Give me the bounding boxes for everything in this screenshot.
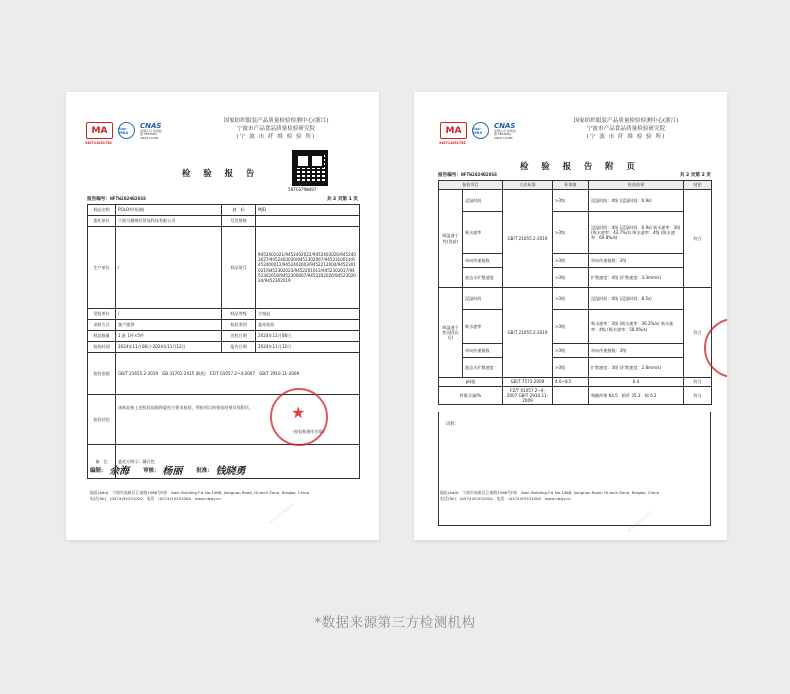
sample-name: POLO衫(短袖) (116, 205, 222, 216)
report-title: 检 验 报 告 附 页 (520, 161, 640, 171)
label-cell: 样品等级 (222, 309, 256, 320)
result-cell: 浸湿时间：4级 (浸湿时间：8.5s) (589, 288, 684, 310)
method-cell: GB/T 7573-2009 (503, 378, 553, 387)
table-row (439, 254, 712, 268)
column-header: 结论 (684, 181, 712, 190)
signature-reviewed: 杨丽 (162, 466, 183, 477)
table-row (439, 212, 712, 254)
sampling-method: 客户提供 (116, 320, 222, 331)
seal-star-icon: ★ (291, 403, 306, 422)
std-cell (553, 387, 589, 405)
accreditation-logos (439, 122, 516, 146)
item-cell: 纤维含量/% (439, 387, 503, 405)
table-row (439, 344, 712, 358)
label-cell: 采样方式 (88, 320, 116, 331)
item-cell: 浸湿时间 (463, 288, 503, 310)
table-row (439, 378, 712, 387)
label-cell: 样品货号 (222, 227, 256, 309)
organization-name: 国家纺织服装产品质量检验检测中心(浙江) 宁波市产品食品质量检验研究院 (宁 波 市 纤 维 检 验 所) (573, 118, 679, 140)
signature-compiled: 余海 (109, 466, 130, 477)
seal-caption: （检验检测专用章） (290, 428, 327, 434)
result-cell: 浸湿时间：4级 (浸湿时间：6.9s) 吸水速率：3级 (吸水速率：43.7%/s) 吸水速率：4级 (吸水速率：60.8%/s) (589, 212, 684, 254)
signature-approved: 钱晓勇 (215, 466, 246, 477)
item-cell: pH值 (439, 378, 503, 387)
sample-qty: 1 批 1件×5件 (116, 331, 222, 342)
report-header-line: 报告编号：NFTW2024B2658 共 2 页第 1 页 (87, 197, 358, 202)
label-cell: 送样日期 (222, 331, 256, 342)
arrival-date: 2024年11月08日 (256, 331, 360, 342)
approved-label: 批准： (196, 467, 213, 474)
std-cell: >3级 (553, 268, 589, 288)
label-cell: 商 标 (222, 205, 256, 216)
result-cell: 单向传递指数：3级 (589, 254, 684, 268)
remark: 委托方明示：藕合色 (116, 445, 360, 479)
model (256, 216, 360, 227)
sample-grade: 合格品 (256, 309, 360, 320)
item-cell: 单向传递指数 (463, 344, 503, 358)
ma-logo: MA 240711051758 (86, 122, 113, 139)
result-cell: 扩散速度：4级 (扩散速度：3.3mm/s) (589, 268, 684, 288)
conclusion-text: 该样品按上述检验依据和委托方要求检验，所检项目的检验结果详见附页。 (118, 405, 254, 411)
column-header: 标准值 (553, 181, 589, 190)
label-cell: 备 注 (88, 445, 116, 479)
watermark: NFTW2024B2658 (268, 502, 295, 526)
group-name: 吸湿速干性(洗5次后) (439, 288, 463, 378)
cnas-logo: CNAS 中国认可 检验检测 TESTING CNAS L0389 (494, 122, 516, 140)
std-cell: >3级 (553, 344, 589, 358)
compiled-label: 编制： (90, 467, 107, 474)
label-cell: 检验结论 (88, 395, 116, 445)
result-cell: 单向传递指数：3级 (589, 344, 684, 358)
source-caption: *数据来源第三方检测机构 (314, 615, 476, 631)
item-cell: 液态水扩散速度 (463, 268, 503, 288)
table-row (439, 268, 712, 288)
table-row (439, 310, 712, 344)
table-row (439, 190, 712, 212)
issue-date: 2024年11月12日 (256, 342, 360, 353)
reviewed-label: 审核： (143, 467, 160, 474)
result-cell: 6.4 (589, 378, 684, 387)
ma-logo: MA 240711051758 (440, 122, 467, 139)
cnas-logo: CNAS 中国认可 检验检测 TESTING CNAS L0389 (140, 122, 162, 140)
conclusion-cell: 符合 (684, 387, 712, 405)
label-cell: 受检单位 (88, 309, 116, 320)
std-cell: 4.0~8.5 (553, 378, 589, 387)
std-cell: >3级 (553, 212, 589, 254)
label-cell: 报告日期 (222, 342, 256, 353)
qr-code-text: 587C679W497 (288, 188, 317, 193)
item-cell: 浸湿时间 (463, 190, 503, 212)
result-cell: 聚酯纤维 64.5 粘纤 35.3 棉 0.2 (589, 387, 684, 405)
table-row (439, 288, 712, 310)
inspection-period: 2024年11月08日-2024年11月12日 (116, 342, 222, 353)
std-cell: >3级 (553, 310, 589, 344)
table-row (439, 387, 712, 405)
producer: / (116, 227, 222, 309)
qr-code (292, 150, 328, 186)
sample-numbers: 9452401021/9452402022/9452403026/9452403027/9452403030/9452302007/9452310014/9452400012/9452402003/9452212004/9452301021/9452302023/9452201013/9452302017/9452302018/9452300007/9452302026/9452302034/9452302019 (256, 227, 360, 309)
report-title: 检 验 报 告 (182, 168, 260, 178)
item-cell: 吸水速率 (463, 310, 503, 344)
result-cell: 吸水速率：3级 (吸水速率：36.2%/s) 吸水速率：4级 (吸水速率：58.0%/s) (589, 310, 684, 344)
conclusion-cell: 符合 (684, 288, 712, 378)
std-cell: >3级 (553, 288, 589, 310)
table-row (439, 358, 712, 378)
method-cell: FZ/T 01057.2~4-2007 GB/T 2910.11-2009 (503, 387, 553, 405)
report-page-1 (66, 92, 379, 540)
label-cell: 检验类别 (222, 320, 256, 331)
ilac-logo: ilac-MRA (118, 122, 135, 139)
std-cell: >3级 (553, 254, 589, 268)
note-label: 试样： (446, 422, 459, 427)
report-header-line: 报告编号：NFTW2024B2658 共 2 页第 2 页 (438, 173, 711, 178)
method-cell: GB/T 21655.2-2019 (503, 288, 553, 378)
label-cell: 检验依据 (88, 353, 116, 395)
report-page-2 (414, 92, 727, 540)
trademark: MJD (256, 205, 360, 216)
inspected-unit: / (116, 309, 222, 320)
label-cell: 样品名称 (88, 205, 116, 216)
report-footer: 地址(Add)：宁波市高新区江南路1568号F座 Add: Building F# No.1568, Jiangnan Road, Hi-tech Zone, Ningbo, China 电话(Tel)：(0574)55331020 电话：(0574)55331000 www.nbzjy.cn (90, 490, 309, 501)
column-header: 方法标准 (503, 181, 553, 190)
inspection-type: 委托检验 (256, 320, 360, 331)
result-cell: 浸湿时间：4级 (浸湿时间：6.9s) (589, 190, 684, 212)
note-box (438, 412, 711, 526)
results-table (438, 180, 712, 405)
inspection-basis: GB/T 21655.2-2019 GB 31701-2015 (B类) FZ/T 01057.2~4-2007 GB/T 2910.11-2009 (116, 353, 360, 395)
conclusion-cell: 符合 (684, 378, 712, 387)
label-cell: 号型规格 (222, 216, 256, 227)
label-cell: 生产单位 (88, 227, 116, 309)
conclusion-cell: 符合 (684, 190, 712, 288)
report-footer: 地址(Add)：宁波市高新区江南路1568号F座 Add: Building F# No.1568, Jiangnan Road, Hi-tech Zone, Ningbo, China 电话(Tel)：(0574)55331020 电话：(0574)55331000 www.nbzjy.cn (440, 490, 659, 501)
item-cell: 单向传递指数 (463, 254, 503, 268)
ilac-logo: ilac-MRA (472, 122, 489, 139)
accreditation-logos (85, 122, 162, 146)
item-cell: 液态水扩散速度 (463, 358, 503, 378)
group-name: 吸湿速干性(洗前) (439, 190, 463, 288)
label-cell: 委托单位 (88, 216, 116, 227)
std-cell: >3级 (553, 190, 589, 212)
label-cell: 样品数量 (88, 331, 116, 342)
std-cell: >3级 (553, 358, 589, 378)
label-cell: 检验时间 (88, 342, 116, 353)
client: 宁波马德钢衫贸易科技有限公司 (116, 216, 222, 227)
watermark: NFTW2024B2658 (626, 510, 653, 534)
method-cell: GB/T 21655.2-2019 (503, 190, 553, 288)
column-header: 检验项目 (439, 181, 503, 190)
organization-name: 国家纺织服装产品质量检验检测中心(浙江) 宁波市产品食品质量检验研究院 (宁 波 市 纤 维 检 验 所) (223, 118, 329, 140)
signature-row (90, 462, 359, 477)
item-cell: 吸水速率 (463, 212, 503, 254)
column-header: 检验结果 (589, 181, 684, 190)
result-cell: 扩散速度：3级 (扩散速度：2.8mm/s) (589, 358, 684, 378)
